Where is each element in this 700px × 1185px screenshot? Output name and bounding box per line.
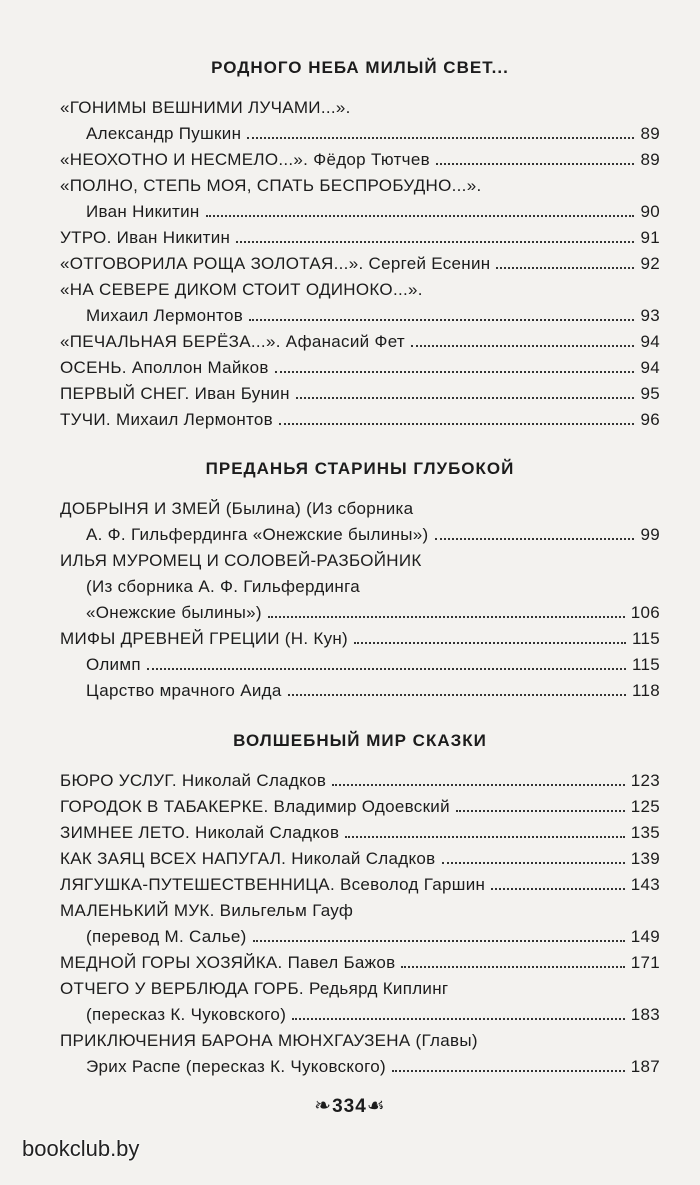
section-title: ВОЛШЕБНЫЙ МИР СКАЗКИ <box>233 731 487 750</box>
dot-leader <box>401 966 624 968</box>
page-number-text: 334 <box>332 1096 367 1117</box>
dot-leader <box>236 241 634 243</box>
toc-entry <box>86 196 660 222</box>
toc-entry <box>60 869 660 895</box>
entry-page: 149 <box>630 927 660 946</box>
dot-leader <box>411 345 635 347</box>
entry-page: 89 <box>640 124 660 143</box>
entry-text: ОТЧЕГО У ВЕРБЛЮДА ГОРБ. Редьярд Киплинг <box>60 979 449 998</box>
entry-text: Олимп <box>86 655 141 674</box>
toc-entry <box>60 843 660 869</box>
entry-text: ИЛЬЯ МУРОМЕЦ И СОЛОВЕЙ-РАЗБОЙНИК <box>60 551 422 570</box>
toc-entry <box>60 623 660 649</box>
entry-page: 90 <box>640 202 660 221</box>
entry-text: Михаил Лермонтов <box>86 306 244 325</box>
ornament-left-icon: ❧ <box>314 1095 333 1117</box>
toc-entry <box>86 300 660 326</box>
entry-page: 135 <box>630 823 660 842</box>
entry-text: Царство мрачного Аида <box>86 681 282 700</box>
entry-page: 92 <box>640 254 660 273</box>
toc-entry <box>86 649 660 675</box>
dot-leader <box>354 642 626 644</box>
entry-text: ОСЕНЬ. Аполлон Майков <box>60 358 269 377</box>
dot-leader <box>456 810 625 812</box>
ornament-right-icon: ☙ <box>366 1095 386 1117</box>
toc-entry <box>60 973 660 999</box>
toc-entry <box>60 144 660 170</box>
watermark: bookclub.by <box>22 1136 140 1161</box>
section-title: РОДНОГО НЕБА МИЛЫЙ СВЕТ... <box>211 58 509 77</box>
toc-entry <box>86 675 660 701</box>
entry-page: 139 <box>630 849 660 868</box>
toc-entry <box>60 791 660 817</box>
entry-text: МАЛЕНЬКИЙ МУК. Вильгельм Гауф <box>60 901 354 920</box>
entry-text: МЕДНОЙ ГОРЫ ХОЗЯЙКА. Павел Бажов <box>60 953 396 972</box>
entry-page: 106 <box>630 603 660 622</box>
entry-page: 95 <box>640 384 660 403</box>
toc-entry <box>86 1051 660 1077</box>
entry-text: ПЕРВЫЙ СНЕГ. Иван Бунин <box>60 384 290 403</box>
entry-page: 143 <box>630 875 660 894</box>
entry-page: 91 <box>640 228 660 247</box>
entry-text: ЗИМНЕЕ ЛЕТО. Николай Сладков <box>60 823 340 842</box>
entry-page: 171 <box>630 953 660 972</box>
entry-text: ГОРОДОК В ТАБАКЕРКЕ. Владимир Одоевский <box>60 797 450 816</box>
entry-page: 99 <box>640 525 660 544</box>
toc-entry <box>60 895 660 921</box>
dot-leader <box>253 940 625 942</box>
toc-entry <box>60 765 660 791</box>
dot-leader <box>268 616 625 618</box>
entry-text: ТУЧИ. Михаил Лермонтов <box>60 410 274 429</box>
section-title: ПРЕДАНЬЯ СТАРИНЫ ГЛУБОКОЙ <box>205 459 515 478</box>
entry-page: 96 <box>640 410 660 429</box>
entry-text: КАК ЗАЯЦ ВСЕХ НАПУГАЛ. Николай Сладков <box>60 849 436 868</box>
entry-text: «НА СЕВЕРЕ ДИКОМ СТОИТ ОДИНОКО...». <box>60 280 423 299</box>
entry-text: УТРО. Иван Никитин <box>60 228 231 247</box>
entry-text: Александр Пушкин <box>86 124 242 143</box>
toc-entry <box>60 493 660 519</box>
entry-text: «НЕОХОТНО И НЕСМЕЛО...». Фёдор Тютчев <box>60 150 430 169</box>
dot-leader <box>392 1070 625 1072</box>
toc-entry <box>60 947 660 973</box>
entry-page: 115 <box>631 629 660 648</box>
toc-entry <box>60 378 660 404</box>
entry-text: БЮРО УСЛУГ. Николай Сладков <box>60 771 327 790</box>
entry-text: ДОБРЫНЯ И ЗМЕЙ (Былина) (Из сборника <box>60 499 414 518</box>
dot-leader <box>332 784 625 786</box>
entry-page: 123 <box>630 771 660 790</box>
toc-entry <box>86 999 660 1025</box>
toc-entry <box>60 170 660 196</box>
entry-text: ПРИКЛЮЧЕНИЯ БАРОНА МЮНХГАУЗЕНА (Главы) <box>60 1031 478 1050</box>
toc-entry <box>86 597 660 623</box>
toc-entry <box>60 248 660 274</box>
toc-entry <box>60 222 660 248</box>
toc-entry <box>86 118 660 144</box>
entry-page: 125 <box>630 797 660 816</box>
toc-entry <box>60 326 660 352</box>
entry-page: 93 <box>640 306 660 325</box>
dot-leader <box>436 163 635 165</box>
dot-leader <box>345 836 624 838</box>
dot-leader <box>249 319 634 321</box>
entry-text: «ГОНИМЫ ВЕШНИМИ ЛУЧАМИ...». <box>60 98 351 117</box>
toc-entry <box>86 519 660 545</box>
entry-text: (пересказ К. Чуковского) <box>86 1005 287 1024</box>
toc-entry <box>86 921 660 947</box>
toc-entry <box>60 817 660 843</box>
entry-page: 187 <box>630 1057 660 1076</box>
entry-text: ЛЯГУШКА-ПУТЕШЕСТВЕННИЦА. Всеволод Гаршин <box>60 875 486 894</box>
entry-page: 118 <box>631 681 660 700</box>
entry-text: «ПОЛНО, СТЕПЬ МОЯ, СПАТЬ БЕСПРОБУДНО...». <box>60 176 482 195</box>
toc-entry <box>60 1025 660 1051</box>
dot-leader <box>496 267 634 269</box>
toc-entry <box>60 92 660 118</box>
dot-leader <box>435 538 635 540</box>
page-number <box>0 1093 700 1118</box>
entry-text: А. Ф. Гильфердинга «Онежские былины») <box>86 525 429 544</box>
entry-text: (Из сборника А. Ф. Гильфердинга <box>86 577 360 596</box>
entry-text: «ОТГОВОРИЛА РОЩА ЗОЛОТАЯ...». Сергей Есенин <box>60 254 491 273</box>
entry-text: Иван Никитин <box>86 202 200 221</box>
dot-leader <box>296 397 635 399</box>
dot-leader <box>279 423 634 425</box>
dot-leader <box>442 862 625 864</box>
entry-page: 94 <box>640 358 660 377</box>
dot-leader <box>147 668 626 670</box>
entry-text: МИФЫ ДРЕВНЕЙ ГРЕЦИИ (Н. Кун) <box>60 629 349 648</box>
dot-leader <box>491 888 625 890</box>
entry-text: «ПЕЧАЛЬНАЯ БЕРЁЗА...». Афанасий Фет <box>60 332 405 351</box>
dot-leader <box>292 1018 625 1020</box>
toc-entry <box>60 404 660 430</box>
entry-page: 115 <box>631 655 660 674</box>
dot-leader <box>275 371 635 373</box>
toc-entry <box>60 545 660 571</box>
entry-text: «Онежские былины») <box>86 603 262 622</box>
entry-page: 183 <box>630 1005 660 1024</box>
dot-leader <box>288 694 626 696</box>
toc-entry <box>86 571 660 597</box>
dot-leader <box>206 215 635 217</box>
dot-leader <box>247 137 634 139</box>
entry-page: 94 <box>640 332 660 351</box>
toc-entry <box>60 352 660 378</box>
entry-text: Эрих Распе (пересказ К. Чуковского) <box>86 1057 386 1076</box>
entry-page: 89 <box>640 150 660 169</box>
entry-text: (перевод М. Салье) <box>86 927 247 946</box>
toc-entry <box>60 274 660 300</box>
